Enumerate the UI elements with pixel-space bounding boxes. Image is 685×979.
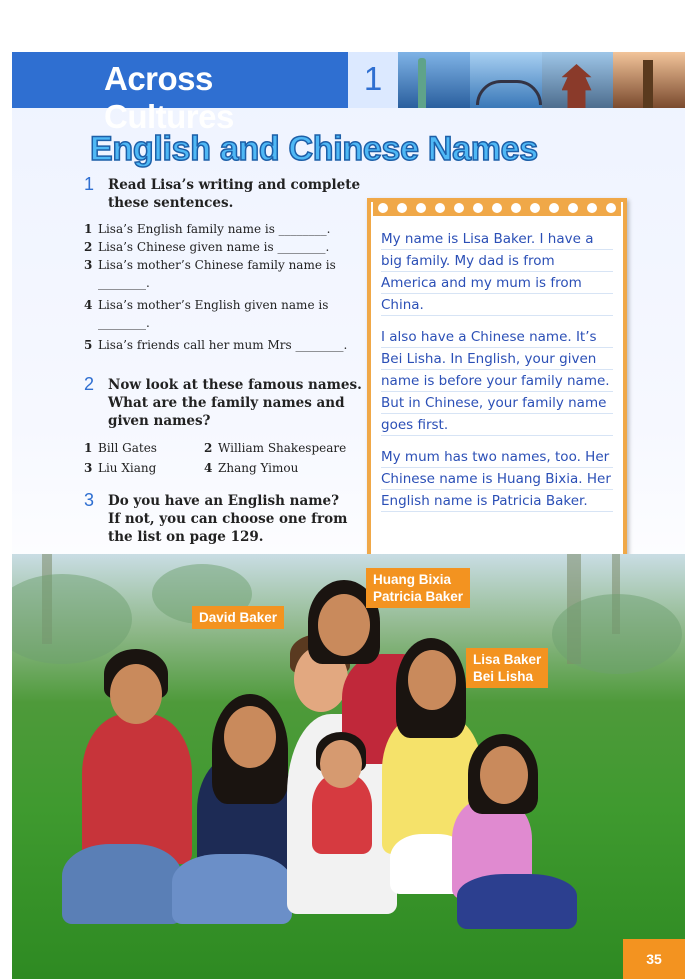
banner-title-bar bbox=[12, 52, 348, 135]
exercise-item: 4 Lisa’s mother’s English given name is ________. bbox=[84, 298, 329, 330]
unit-number-box bbox=[348, 52, 398, 108]
exercise-number: 2 bbox=[84, 374, 95, 394]
big-ben-photo bbox=[613, 52, 685, 108]
unit-number: 1 bbox=[363, 60, 383, 97]
exercise-heading: What are the family names and bbox=[108, 395, 345, 411]
exercise-number: 1 bbox=[84, 174, 95, 194]
exercise-heading: Read Lisa’s writing and complete bbox=[108, 177, 361, 193]
landmark-photo-strip bbox=[398, 52, 685, 108]
famous-name: 1 Bill Gates bbox=[84, 441, 157, 455]
boy-figure bbox=[82, 714, 192, 864]
exercise-heading: If not, you can choose one from bbox=[108, 511, 348, 527]
note-paragraph: I also have a Chinese name. It’s Bei Lisha. In English, your given name is before your family name. But in Chinese, your family name goes first. bbox=[381, 326, 613, 436]
label-huang-bixia: Huang Bixia Patricia Baker bbox=[366, 568, 470, 608]
bridge-icon bbox=[476, 80, 542, 105]
famous-name: 4 Zhang Yimou bbox=[204, 461, 299, 475]
famous-name: 2 William Shakespeare bbox=[204, 441, 347, 455]
famous-name: 3 Liu Xiang bbox=[84, 461, 157, 475]
label-lisa-baker: Lisa Baker Bei Lisha bbox=[466, 648, 548, 688]
statue-of-liberty-photo bbox=[398, 52, 470, 108]
banner-title: Across Cultures bbox=[104, 60, 234, 135]
exercise-item: 3 Lisa’s mother’s Chinese family name is ________. bbox=[84, 258, 336, 290]
exercise-1 bbox=[84, 176, 374, 354]
exercise-column bbox=[84, 176, 374, 546]
note-paragraph: My name is Lisa Baker. I have a big family. My dad is from America and my mum is from China. bbox=[381, 228, 613, 316]
lisa-note-card bbox=[367, 198, 627, 558]
exercise-heading: these sentences. bbox=[108, 195, 234, 211]
textbook-page bbox=[12, 52, 685, 979]
unit-banner bbox=[12, 52, 685, 135]
note-paragraph: My mum has two names, too. Her Chinese name is Huang Bixia. Her English name is Patricia Baker. bbox=[381, 446, 613, 512]
statue-icon bbox=[418, 58, 426, 108]
exercise-2 bbox=[84, 376, 374, 478]
exercise-heading: Do you have an English name? bbox=[108, 493, 339, 509]
exercise-heading: given names? bbox=[108, 413, 211, 429]
notepad-binding bbox=[373, 200, 621, 216]
exercise-heading: the list on page 129. bbox=[108, 529, 264, 545]
exercise-item: 1 Lisa’s English family name is ________. bbox=[84, 222, 331, 236]
exercise-item: 5 Lisa’s friends call her mum Mrs ________. bbox=[84, 338, 348, 352]
exercise-heading: Now look at these famous names. bbox=[108, 377, 362, 393]
pagoda-photo bbox=[542, 52, 614, 108]
exercise-3 bbox=[84, 492, 374, 546]
page-number: 35 bbox=[623, 939, 685, 979]
harbour-bridge-photo bbox=[470, 52, 542, 108]
label-david-baker: David Baker bbox=[192, 606, 284, 629]
page-title: English and Chinese Names bbox=[90, 130, 538, 168]
family-photo bbox=[12, 554, 685, 979]
pagoda-icon bbox=[562, 64, 592, 108]
exercise-item: 2 Lisa’s Chinese given name is ________. bbox=[84, 240, 330, 254]
exercise-number: 3 bbox=[84, 490, 95, 510]
clock-tower-icon bbox=[643, 60, 653, 108]
